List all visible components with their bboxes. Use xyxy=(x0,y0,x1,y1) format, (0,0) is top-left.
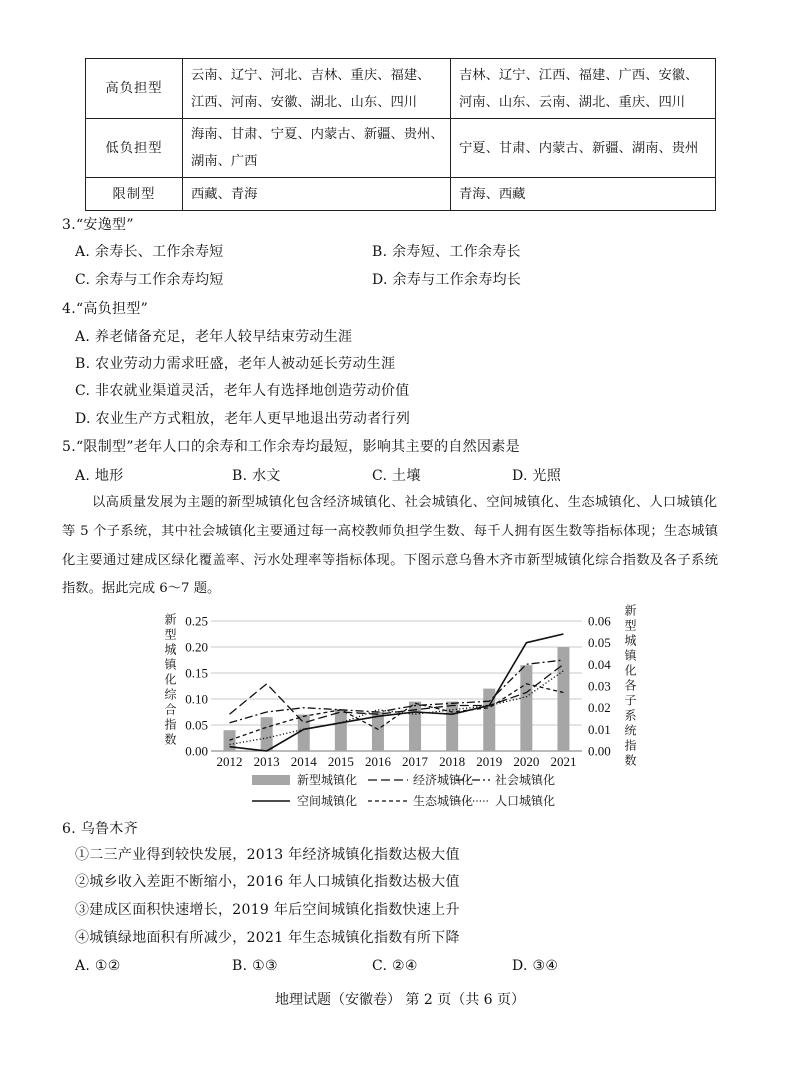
option-c: C. ②④ xyxy=(372,958,418,974)
option-b: B. 余寿短、工作余寿长 xyxy=(372,244,521,260)
new-urbanization-bar xyxy=(261,717,273,751)
option-b: B. ①③ xyxy=(232,958,278,974)
option-c: C. 余寿与工作余寿均短 xyxy=(75,272,224,288)
option-a: A. ①② xyxy=(75,958,121,974)
y-tick-left: 0.00 xyxy=(185,743,208,759)
x-tick-label: 2015 xyxy=(327,754,354,769)
province-list-cell xyxy=(183,119,451,178)
question-stem: 4.“高负担型” xyxy=(62,301,149,317)
statement-1: ①二三产业得到较快发展，2013 年经济城镇化指数达极大值 xyxy=(75,847,460,863)
province-list-cell xyxy=(451,178,716,211)
option-a: A. 地形 xyxy=(75,468,124,484)
legend-label-population-urbanization: 人口城镇化 xyxy=(495,794,556,808)
x-tick-label: 2013 xyxy=(253,754,280,769)
table-row xyxy=(86,119,716,178)
province-list-cell xyxy=(183,59,451,119)
page-footer: 地理试题（安徽卷） 第 2 页（共 6 页） xyxy=(274,992,526,1008)
cell-line: 宁夏、甘肃、内蒙古、新疆、湖南、贵州 xyxy=(459,140,699,156)
table-row xyxy=(86,178,716,211)
y-tick-right: 0.01 xyxy=(588,721,611,737)
province-list-cell xyxy=(451,59,716,119)
y-tick-right: 0.05 xyxy=(588,635,611,651)
cell-line: 湖南、广西 xyxy=(191,154,258,169)
question-stem: 5.“限制型”老年人口的余寿和工作余寿均最短，影响其主要的自然因素是 xyxy=(62,439,520,455)
urbanization-chart xyxy=(150,600,650,815)
option-d: D. 农业生产方式粗放，老年人更早地退出劳动者行列 xyxy=(75,411,411,427)
cell-line: 云南、辽宁、河北、吉林、重庆、福建、 xyxy=(191,67,431,83)
passage-line: 以高质量发展为主题的新型城镇化包含经济城镇化、社会城镇化、空间城镇化、生态城镇化、人口城镇化 xyxy=(92,495,717,510)
question-stem: 6. 乌鲁木齐 xyxy=(62,821,138,837)
statement-4: ④城镇绿地面积有所减少，2021 年生态城镇化指数有所下降 xyxy=(75,930,460,946)
y-tick-right: 0.00 xyxy=(588,743,611,759)
province-list-cell xyxy=(451,119,716,178)
legend-label-spatial-urbanization: 空间城镇化 xyxy=(297,794,358,808)
province-type-table xyxy=(85,58,716,211)
y-tick-right: 0.04 xyxy=(588,656,611,672)
y-tick-left: 0.05 xyxy=(185,717,208,733)
province-list-cell xyxy=(183,178,451,211)
row-type-label: 高负担型 xyxy=(86,59,183,119)
x-tick-label: 2018 xyxy=(439,754,466,769)
new-urbanization-bar xyxy=(335,709,347,751)
spatial-urbanization-line xyxy=(230,634,564,751)
population-urbanization-line xyxy=(230,671,564,745)
x-tick-label: 2021 xyxy=(550,754,577,769)
new-urbanization-bar xyxy=(557,647,569,751)
cell-line: 西藏、青海 xyxy=(191,186,258,202)
right-axis-title: 新型城镇化各子系统指数 xyxy=(623,604,637,769)
row-type-label: 低负担型 xyxy=(86,119,183,178)
x-tick-label: 2017 xyxy=(402,754,429,769)
passage-line: 化主要通过建成区绿化覆盖率、污水处理率等指标体现。下图示意乌鲁木齐市新型城镇化综合指数及各子系统 xyxy=(62,553,718,568)
y-tick-left: 0.25 xyxy=(185,613,208,629)
new-urbanization-bar xyxy=(520,665,532,751)
x-tick-label: 2020 xyxy=(513,754,540,769)
cell-line: 河南、山东、云南、湖北、重庆、四川 xyxy=(459,94,686,110)
x-tick-label: 2016 xyxy=(364,754,391,769)
legend-label-economic-urbanization: 经济城镇化 xyxy=(413,773,474,787)
y-tick-left: 0.15 xyxy=(185,665,208,681)
option-d: D. 余寿与工作余寿均长 xyxy=(372,272,522,288)
option-c: C. 土壤 xyxy=(372,468,421,484)
table-row xyxy=(86,59,716,119)
legend-label-social-urbanization: 社会城镇化 xyxy=(495,773,556,787)
option-a: A. 养老储备充足，老年人较早结束劳动生涯 xyxy=(75,329,353,345)
y-tick-left: 0.10 xyxy=(185,691,208,707)
option-a: A. 余寿长、工作余寿短 xyxy=(75,244,224,260)
new-urbanization-bar xyxy=(409,702,421,751)
left-axis-title: 新型城镇化综合指数 xyxy=(163,613,177,748)
option-c: C. 非农就业渠道灵活，老年人有选择地创造劳动价值 xyxy=(75,383,410,399)
y-tick-left: 0.20 xyxy=(185,639,208,655)
option-d: D. ③④ xyxy=(512,958,559,974)
x-tick-label: 2014 xyxy=(290,754,317,769)
row-type-label: 限制型 xyxy=(86,178,183,211)
legend-swatch-new-urbanization xyxy=(252,775,290,785)
option-d: D. 光照 xyxy=(512,468,562,484)
passage-line: 等 5 个子系统，其中社会城镇化主要通过每一高校教师负担学生数、每千人拥有医生数等指标体现；生态城镇 xyxy=(62,524,718,539)
y-tick-right: 0.03 xyxy=(588,678,611,694)
new-urbanization-bar xyxy=(298,715,310,751)
x-tick-label: 2019 xyxy=(476,754,503,769)
legend-label-ecological-urbanization: 生态城镇化 xyxy=(413,794,474,808)
option-b: B. 农业劳动力需求旺盛，老年人被动延长劳动生涯 xyxy=(75,356,396,372)
statement-3: ③建成区面积快速增长，2019 年后空间城镇化指数快速上升 xyxy=(75,902,460,918)
x-tick-label: 2012 xyxy=(216,754,243,769)
cell-line: 江西、河南、安徽、湖北、山东、四川 xyxy=(191,94,418,110)
statement-2: ②城乡收入差距不断缩小，2016 年人口城镇化指数达极大值 xyxy=(75,874,460,890)
option-b: B. 水文 xyxy=(232,468,281,484)
y-tick-right: 0.06 xyxy=(588,613,611,629)
legend-label-new-urbanization: 新型城镇化 xyxy=(297,773,358,787)
cell-line: 青海、西藏 xyxy=(459,186,526,202)
passage-line: 指数。据此完成 6～7 题。 xyxy=(62,581,221,596)
question-stem: 3.“安逸型” xyxy=(62,217,134,233)
y-tick-right: 0.02 xyxy=(588,700,611,716)
chart-svg xyxy=(150,600,650,815)
cell-line: 吉林、辽宁、江西、福建、广西、安徽、 xyxy=(459,67,699,83)
cell-line: 海南、甘肃、宁夏、内蒙古、新疆、贵州、 xyxy=(191,127,444,142)
